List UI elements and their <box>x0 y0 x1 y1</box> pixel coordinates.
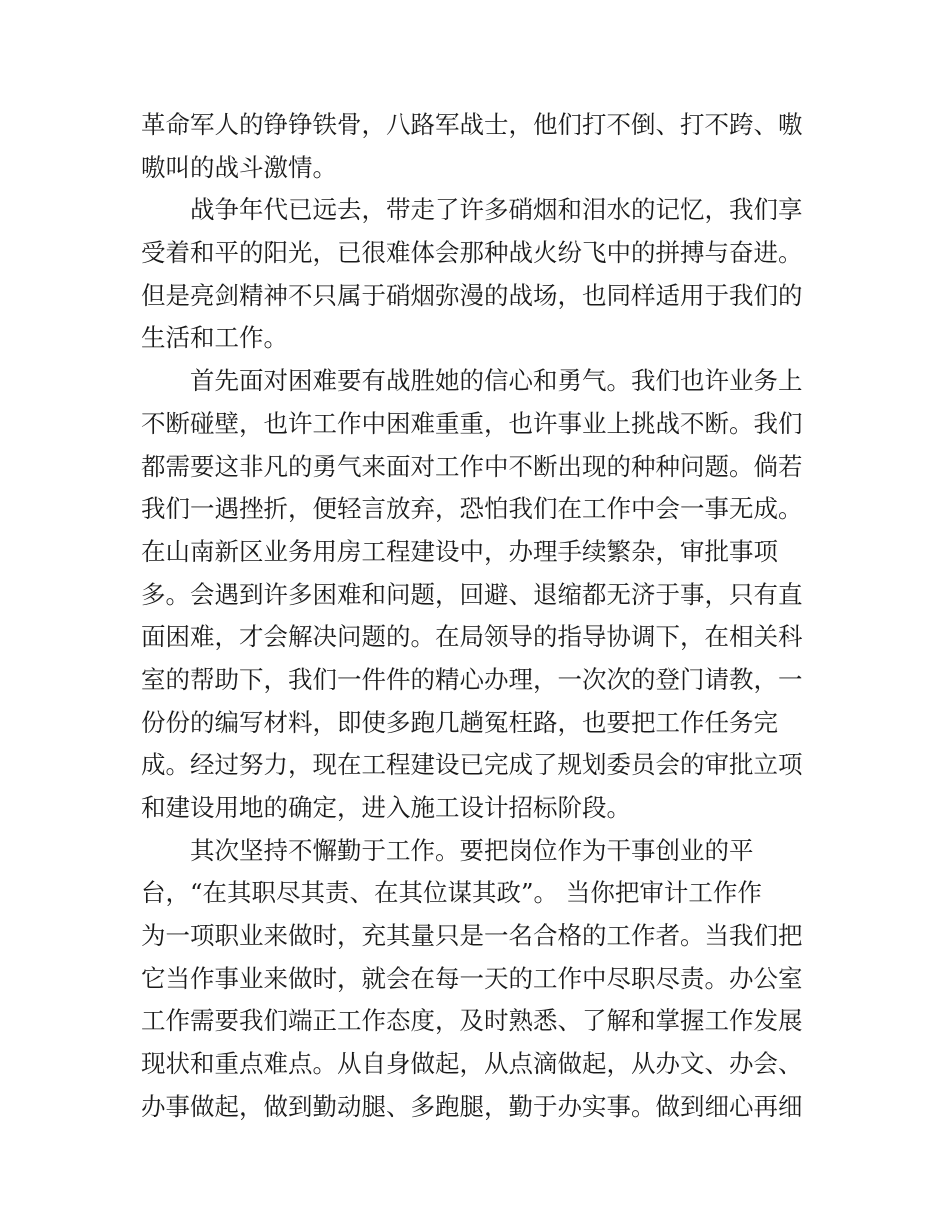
text-line: 台，“在其职尽其责、在其位谋其政”。 当你把审计工作作 <box>141 878 762 908</box>
text-line: 它当作事业来做时，就会在每一天的工作中尽职尽责。办公室 <box>141 963 803 993</box>
text-line: 但是亮剑精神不只属于硝烟弥漫的战场，也同样适用于我们的 <box>141 280 803 310</box>
text-line: 现状和重点难点。从自身做起，从点滴做起，从办文、办会、 <box>141 1049 803 1079</box>
text-line: 面困难，才会解决问题的。在局领导的指导协调下，在相关科 <box>141 622 803 652</box>
text-line: 战争年代已远去，带走了许多硝烟和泪水的记忆，我们享 <box>190 195 803 225</box>
text-line: 为一项职业来做时，充其量只是一名合格的工作者。当我们把 <box>141 921 803 951</box>
text-line: 不断碰壁，也许工作中困难重重，也许事业上挑战不断。我们 <box>141 408 803 438</box>
text-line: 其次坚持不懈勤于工作。要把岗位作为干事创业的平 <box>190 835 754 865</box>
text-line: 和建设用地的确定，进入施工设计招标阶段。 <box>141 793 631 822</box>
text-line: 份份的编写材料，即使多跑几趟冤枉路，也要把工作任务完 <box>141 707 778 737</box>
text-line: 首先面对困难要有战胜她的信心和勇气。我们也许业务上 <box>190 366 803 396</box>
text-line: 我们一遇挫折，便轻言放弃，恐怕我们在工作中会一事无成。 <box>141 494 803 524</box>
text-line: 革命军人的铮铮铁骨，八路军战士，他们打不倒、打不跨、嗷 <box>141 110 803 139</box>
text-line: 室的帮助下，我们一件件的精心办理，一次次的登门请教，一 <box>141 664 803 694</box>
text-line: 办事做起，做到勤动腿、多跑腿，勤于办实事。做到细心再细 <box>141 1091 803 1121</box>
body-text <box>141 104 821 1129</box>
text-line: 嗷叫的战斗激情。 <box>141 152 337 182</box>
text-line: 都需要这非凡的勇气来面对工作中不断出现的种种问题。倘若 <box>141 451 803 481</box>
text-line: 在山南新区业务用房工程建设中，办理手续繁杂，审批事项 <box>141 536 778 566</box>
text-line: 受着和平的阳光，已很难体会那种战火纷飞中的拼搏与奋进。 <box>141 238 803 268</box>
text-line: 工作需要我们端正工作态度，及时熟悉、了解和掌握工作发展 <box>141 1006 803 1036</box>
text-line: 成。经过努力，现在工程建设已完成了规划委员会的审批立项 <box>141 750 803 780</box>
text-line: 多。会遇到许多困难和问题，回避、退缩都无济于事，只有直 <box>141 579 803 609</box>
text-line: 生活和工作。 <box>141 323 288 353</box>
